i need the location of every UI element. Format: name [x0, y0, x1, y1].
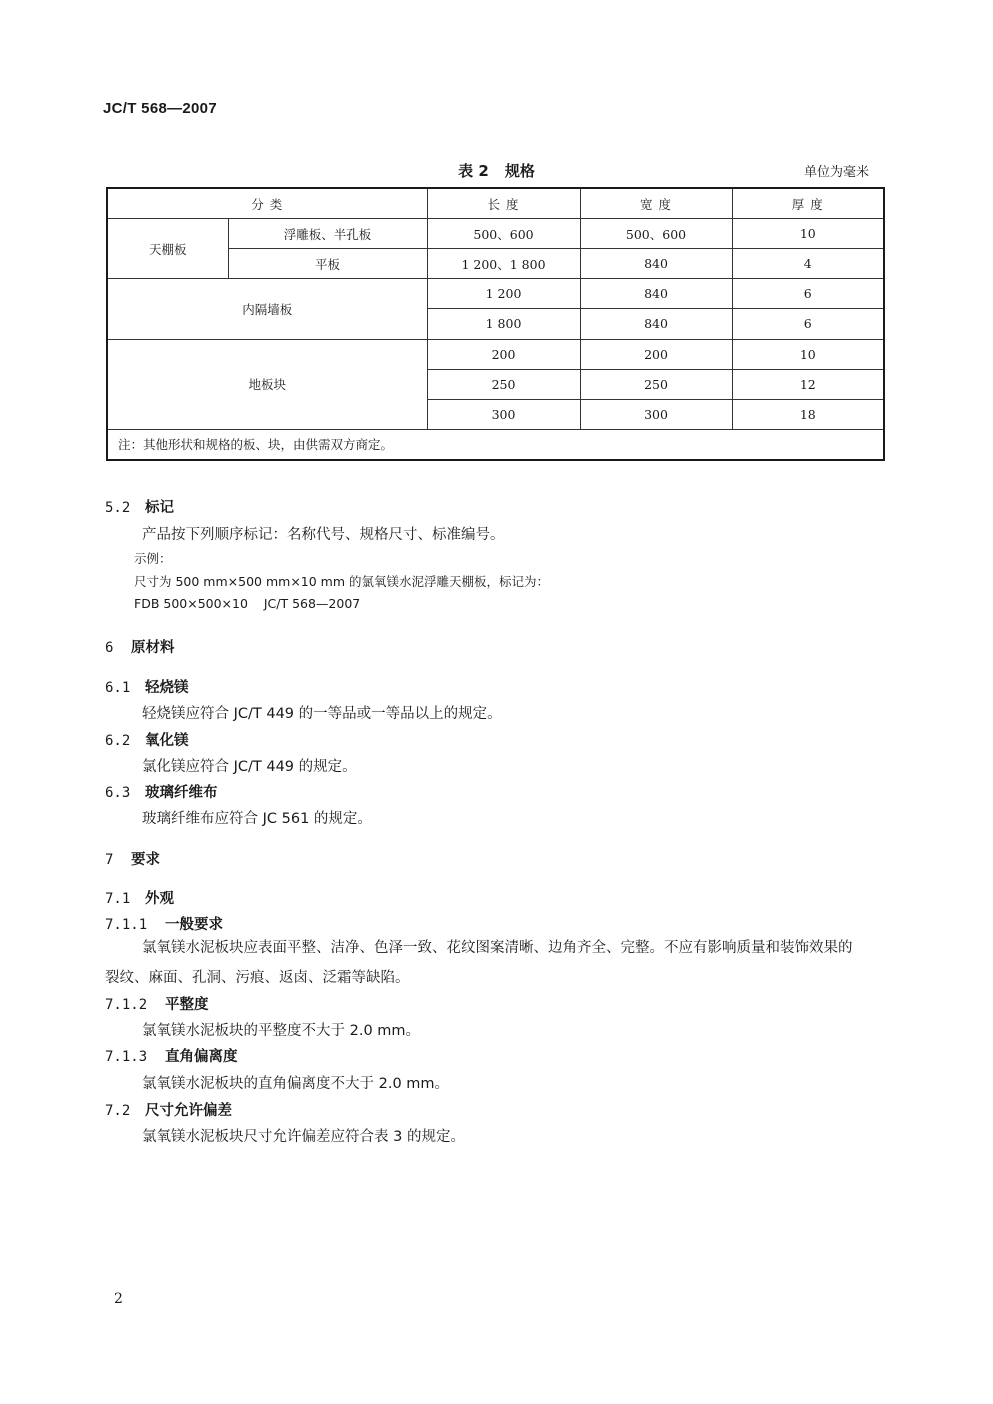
document-id: JC/T 568—2007: [103, 100, 217, 117]
spec-table: [106, 187, 885, 461]
cell-thickness: 10: [732, 339, 884, 369]
cell-thickness: 4: [732, 249, 884, 279]
section-6-1-heading: [105, 676, 189, 697]
table-row: [107, 219, 884, 249]
cell-width: 840: [580, 249, 732, 279]
table-note: 注：其他形状和规格的板、块，由供需双方商定。: [107, 429, 884, 460]
section-6-1-text: 轻烧镁应符合 JC/T 449 的一等品或一等品以上的规定。: [142, 706, 502, 722]
section-7-2-text: 氯氧镁水泥板块尺寸允许偏差应符合表 3 的规定。: [142, 1129, 465, 1145]
section-5-2-heading: [105, 496, 174, 517]
table-caption-title: 规格: [504, 162, 535, 180]
table-note-row: [107, 429, 884, 460]
section-number: 6.2: [105, 733, 131, 749]
section-number: 5.2: [105, 500, 131, 516]
group-ceiling: 天棚板: [107, 219, 228, 279]
cell-length: 1 200: [427, 279, 580, 309]
section-title: 氧化镁: [145, 733, 189, 749]
cell-length: 250: [427, 369, 580, 399]
section-7-1-3-text: 氯氧镁水泥板块的直角偏离度不大于 2.0 mm。: [142, 1076, 450, 1092]
section-number: 7: [105, 852, 114, 868]
section-number: 7.1: [105, 891, 131, 907]
cell-width: 300: [580, 399, 732, 429]
cell-thickness: 12: [732, 369, 884, 399]
cell-length: 500、600: [427, 219, 580, 249]
header-thickness: 厚 度: [732, 188, 884, 219]
group-wall: 内隔墙板: [107, 279, 427, 339]
table-header-row: [107, 188, 884, 219]
section-title: 平整度: [165, 997, 209, 1013]
section-title: 直角偏离度: [165, 1049, 238, 1065]
section-7-1-1-text: [105, 933, 855, 993]
section-7-2-heading: [105, 1099, 232, 1120]
section-6-3-text: 玻璃纤维布应符合 JC 561 的规定。: [142, 811, 372, 827]
section-7-1-heading: [105, 887, 174, 908]
section-6-2-text: 氯化镁应符合 JC/T 449 的规定。: [142, 759, 357, 775]
section-6-2-heading: [105, 729, 189, 750]
header-category: 分 类: [107, 188, 427, 219]
example-text: 尺寸为 500 mm×500 mm×10 mm 的氯氧镁水泥浮雕天棚板，标记为：: [134, 574, 549, 589]
group-floor: 地板块: [107, 339, 427, 429]
cell-thickness: 6: [732, 279, 884, 309]
section-6-heading: [105, 636, 175, 657]
cell-thickness: 6: [732, 309, 884, 339]
section-number: 7.2: [105, 1103, 131, 1119]
section-title: 要求: [131, 852, 160, 868]
table-row: [107, 339, 884, 369]
section-title: 尺寸允许偏差: [145, 1103, 232, 1119]
section-number: 6: [105, 640, 114, 656]
section-7-1-1-heading: [105, 913, 223, 934]
section-7-1-3-heading: [105, 1045, 238, 1066]
section-title: 原材料: [131, 640, 175, 656]
cell-width: 200: [580, 339, 732, 369]
cell-length: 200: [427, 339, 580, 369]
table-unit: 单位为毫米: [803, 165, 869, 180]
section-title: 标记: [145, 500, 174, 516]
table-caption-number: 表 2: [458, 162, 489, 180]
section-title: 轻烧镁: [145, 680, 189, 696]
page-number: 2: [114, 1291, 123, 1307]
section-7-heading: [105, 848, 160, 869]
section-number: 6.1: [105, 680, 131, 696]
section-7-1-2-text: 氯氧镁水泥板块的平整度不大于 2.0 mm。: [142, 1023, 421, 1039]
section-title: 一般要求: [165, 917, 223, 933]
section-title: 玻璃纤维布: [145, 785, 218, 801]
table-row: [107, 279, 884, 309]
cell-length: 1 800: [427, 309, 580, 339]
example-label: 示例：: [134, 551, 172, 566]
header-width: 宽 度: [580, 188, 732, 219]
section-7-1-2-heading: [105, 993, 209, 1014]
section-title: 外观: [145, 891, 174, 907]
section-number: 7.1.1: [105, 917, 148, 933]
header-length: 长 度: [427, 188, 580, 219]
cell-length: 1 200、1 800: [427, 249, 580, 279]
cell-type: 浮雕板、半孔板: [228, 219, 427, 249]
cell-width: 500、600: [580, 219, 732, 249]
cell-length: 300: [427, 399, 580, 429]
section-7-1-1-body: 氯氧镁水泥板块应表面平整、洁净、色泽一致、花纹图案清晰、边角齐全、完整。不应有影响质量和装饰效果的裂纹、麻面、孔洞、污痕、返卤、泛霜等缺陷。: [105, 940, 853, 986]
cell-type: 平板: [228, 249, 427, 279]
cell-thickness: 18: [732, 399, 884, 429]
cell-width: 840: [580, 279, 732, 309]
section-number: 6.3: [105, 785, 131, 801]
section-5-2-text: 产品按下列顺序标记：名称代号、规格尺寸、标准编号。: [142, 527, 505, 543]
section-number: 7.1.3: [105, 1049, 148, 1065]
cell-width: 250: [580, 369, 732, 399]
section-6-3-heading: [105, 781, 218, 802]
cell-width: 840: [580, 309, 732, 339]
section-number: 7.1.2: [105, 997, 148, 1013]
example-code: FDB 500×500×10 JC/T 568—2007: [134, 596, 361, 611]
cell-thickness: 10: [732, 219, 884, 249]
